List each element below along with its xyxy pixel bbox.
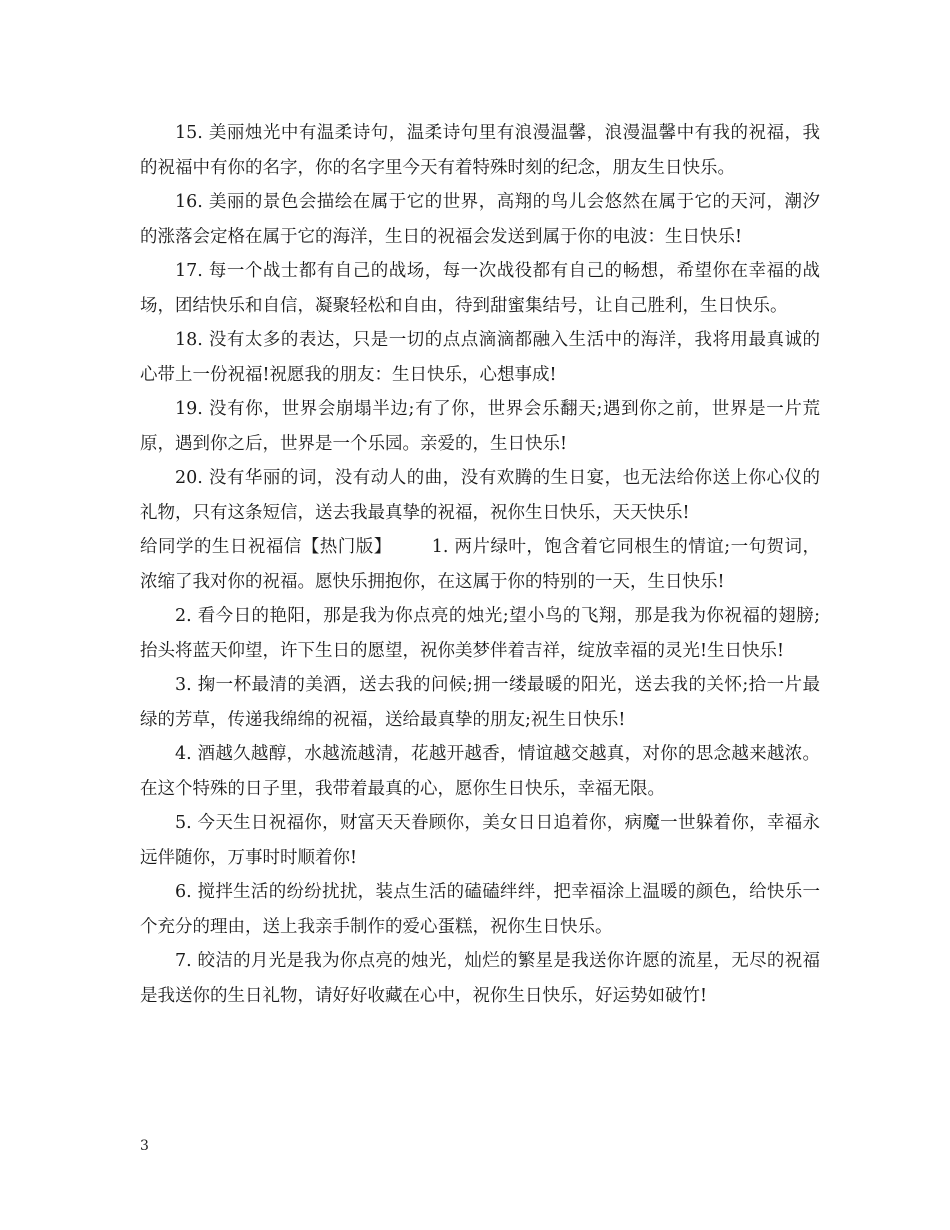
paragraph-18: 18. 没有太多的表达，只是一切的点点滴滴都融入生活中的海洋，我将用最真诚的心带上一份祝福!祝愿我的朋友：生日快乐，心想事成! bbox=[140, 330, 820, 385]
section-heading: 给同学的生日祝福信【热门版】 bbox=[140, 537, 392, 557]
paragraph-4: 4. 酒越久越醇，水越流越清，花越开越香，情谊越交越真，对你的思念越来越浓。在这个特殊的日子里，我带着最真的心，愿你生日快乐，幸福无限。 bbox=[140, 744, 820, 799]
paragraph-16: 16. 美丽的景色会描绘在属于它的世界，高翔的鸟儿会悠然在属于它的天河，潮汐的涨落会定格在属于它的海洋，生日的祝福会发送到属于你的电波：生日快乐! bbox=[140, 192, 820, 247]
paragraph-20: 20. 没有华丽的词，没有动人的曲，没有欢腾的生日宴，也无法给你送上你心仪的礼物，只有这条短信，送去我最真挚的祝福，祝你生日快乐，天天快乐! bbox=[140, 468, 820, 523]
paragraph-7: 7. 皎洁的月光是我为你点亮的烛光，灿烂的繁星是我送你许愿的流星，无尽的祝福是我送你的生日礼物，请好好收藏在心中，祝你生日快乐，好运势如破竹! bbox=[140, 951, 820, 1006]
paragraph-19: 19. 没有你，世界会崩塌半边;有了你，世界会乐翻天;遇到你之前，世界是一片荒原，遇到你之后，世界是一个乐园。亲爱的，生日快乐! bbox=[140, 399, 820, 454]
paragraph-1: 1. 两片绿叶，饱含着它同根生的情谊;一句贺词，浓缩了我对你的祝福。愿快乐拥抱你，在这属于你的特别的一天，生日快乐! bbox=[140, 537, 821, 592]
document-body bbox=[140, 116, 820, 1013]
page-number: 3 bbox=[140, 1138, 149, 1154]
paragraph-5: 5. 今天生日祝福你，财富天天眷顾你，美女日日追着你，病魔一世躲着你，幸福永远伴随你，万事时时顺着你! bbox=[140, 813, 820, 868]
paragraph-3: 3. 掬一杯最清的美酒，送去我的问候;拥一缕最暖的阳光，送去我的关怀;拾一片最绿的芳草，传递我绵绵的祝福，送给最真挚的朋友;祝生日快乐! bbox=[140, 675, 820, 730]
paragraph-6: 6. 搅拌生活的纷纷扰扰，装点生活的磕磕绊绊，把幸福涂上温暖的颜色，给快乐一个充分的理由，送上我亲手制作的爱心蛋糕，祝你生日快乐。 bbox=[140, 882, 820, 937]
section-block bbox=[140, 530, 820, 599]
paragraph-17: 17. 每一个战士都有自己的战场，每一次战役都有自己的畅想，希望你在幸福的战场，团结快乐和自信，凝聚轻松和自由，待到甜蜜集结号，让自己胜利，生日快乐。 bbox=[140, 261, 820, 316]
paragraph-2: 2. 看今日的艳阳，那是我为你点亮的烛光;望小鸟的飞翔，那是我为你祝福的翅膀;抬头将蓝天仰望，许下生日的愿望，祝你美梦伴着吉祥，绽放幸福的灵光!生日快乐! bbox=[140, 606, 820, 661]
paragraph-15: 15. 美丽烛光中有温柔诗句，温柔诗句里有浪漫温馨，浪漫温馨中有我的祝福，我的祝福中有你的名字，你的名字里今天有着特殊时刻的纪念，朋友生日快乐。 bbox=[140, 123, 820, 178]
